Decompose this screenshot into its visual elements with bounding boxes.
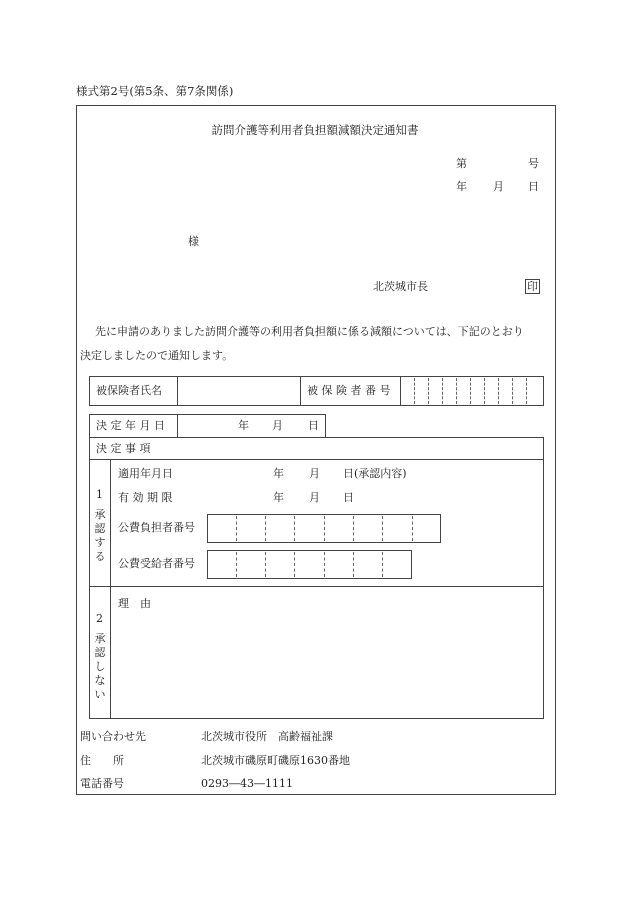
ref-dai: 第 [456, 157, 467, 170]
ref-day: 日 [528, 180, 539, 193]
form-number-label: 様式第2号(第5条、第7条関係) [76, 84, 234, 98]
ref-year: 年 [456, 180, 467, 193]
valid-until-year: 年 [273, 491, 284, 504]
deny-label: 承認しない [94, 632, 106, 701]
addressee-sama: 様 [188, 235, 199, 248]
reason-field[interactable] [112, 612, 542, 716]
decision-date-label: 決 定 年 月 日 [96, 419, 165, 432]
approve-number: 1 [96, 488, 103, 501]
phone-value: 0293―43―1111 [201, 777, 293, 790]
ref-month: 月 [493, 180, 504, 193]
issuer-name: 北茨城市長 [373, 280, 428, 293]
decision-date-day: 日 [308, 419, 319, 432]
deny-number: 2 [96, 612, 103, 625]
ref-go: 号 [528, 157, 539, 170]
approve-label: 承認する [94, 508, 106, 563]
inquiry-value: 北茨城市役所 高齢福祉課 [201, 730, 333, 743]
valid-until-day: 日 [343, 491, 354, 504]
apply-date-label: 適用年月日 [118, 467, 173, 480]
address-label: 住 所 [80, 754, 124, 767]
decision-matters-label: 決 定 事 項 [96, 442, 151, 455]
valid-until-month: 月 [309, 491, 320, 504]
payer-number-label: 公費負担者番号 [118, 521, 195, 534]
reason-label: 理 由 [118, 597, 151, 610]
apply-date-month: 月 [309, 467, 320, 480]
inquiry-label: 問い合わせ先 [80, 730, 146, 743]
seal-mark: 印 [527, 280, 538, 293]
body-line-1: 先に申請のありました訪問介護等の利用者負担額に係る減額については、下記のとおり [95, 325, 524, 338]
recipient-number-label: 公費受給者番号 [118, 557, 195, 570]
document-title: 訪問介護等利用者負担額減額決定通知書 [211, 123, 419, 137]
address-value: 北茨城市磯原町磯原1630番地 [201, 754, 350, 767]
insured-name-label: 被保険者氏名 [96, 384, 162, 397]
insured-number-label: 被 保 険 者 番 号 [307, 384, 391, 397]
body-line-2: 決定しましたので通知します。 [80, 349, 234, 362]
phone-label: 電話番号 [80, 777, 124, 790]
apply-date-year: 年 [273, 467, 284, 480]
decision-date-month: 月 [272, 419, 283, 432]
valid-until-label: 有 効 期 限 [118, 491, 173, 504]
decision-date-year: 年 [238, 419, 249, 432]
apply-date-day: 日(承認内容) [343, 467, 407, 480]
